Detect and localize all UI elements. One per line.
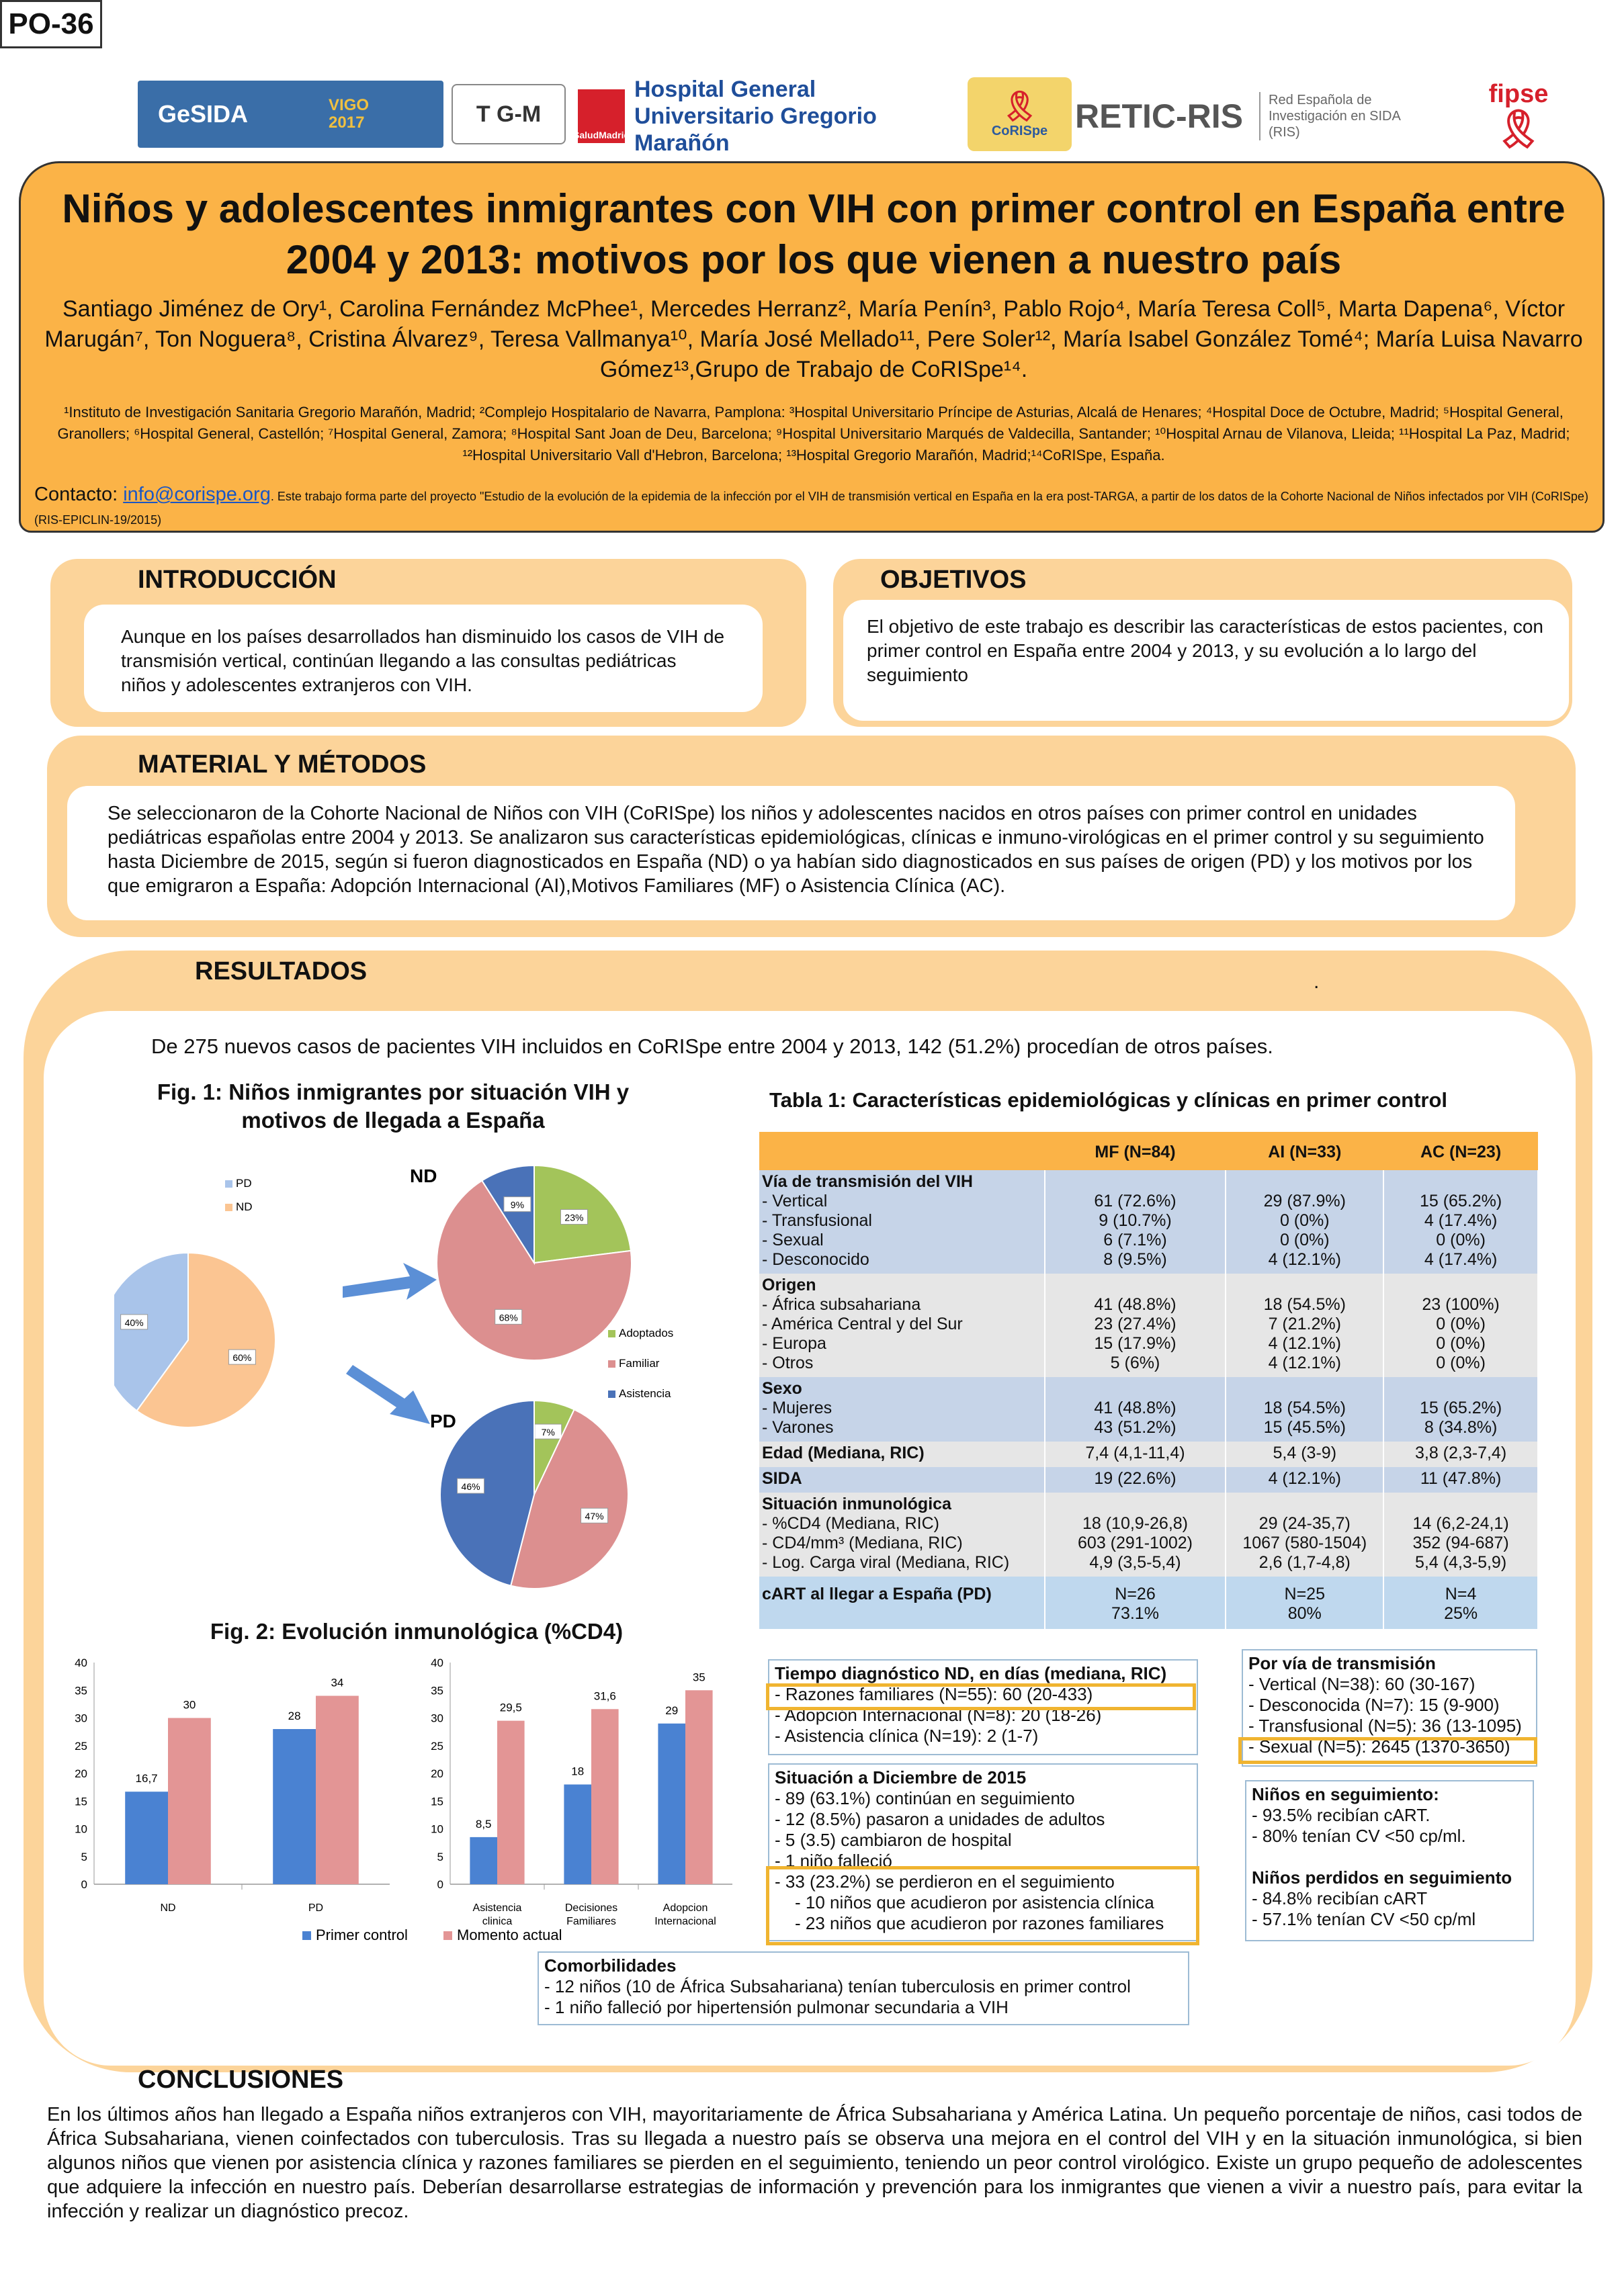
table-cell: 41 (48.8%) 23 (27.4%) 15 (17.9%) 5 (6%) — [1045, 1274, 1226, 1377]
table-cell: 4 (12.1%) — [1226, 1467, 1383, 1493]
bar-primer-control — [470, 1837, 497, 1884]
table-cell: 7,4 (4,1-11,4) — [1045, 1442, 1226, 1467]
legend-label: Adoptados — [619, 1327, 674, 1339]
y-tick-label: 0 — [81, 1878, 87, 1891]
nd-pie-title: ND — [410, 1165, 437, 1186]
y-tick-label: 15 — [75, 1795, 87, 1808]
table-cell: 19 (22.6%) — [1045, 1467, 1226, 1493]
retic-logo — [1075, 87, 1451, 144]
poster-id: PO-36 — [0, 0, 102, 48]
table-cell: MF (N=84) — [1045, 1132, 1226, 1170]
bar-primer-control — [658, 1724, 685, 1884]
bar-value-label: 31,6 — [593, 1689, 616, 1703]
x-tick-label: Adopcion — [663, 1902, 708, 1914]
arrow-to-pd-icon — [346, 1365, 430, 1424]
bar-primer-control — [564, 1785, 591, 1885]
fig2-legend-swatch — [443, 1931, 452, 1940]
legend-swatch — [608, 1330, 615, 1337]
gesida-logo-text: GeSIDA — [158, 100, 249, 128]
table-cell: 29 (24-35,7) 1067 (580-1504) 2,6 (1,7-4,8) — [1226, 1493, 1383, 1577]
ribbon-icon: 🎗 — [1000, 89, 1039, 123]
y-tick-label: 40 — [75, 1657, 87, 1669]
red-ris-text: Red Española de Investigación en SIDA (RIS) — [1259, 92, 1434, 140]
box-seguimiento — [1245, 1780, 1534, 1941]
table-row — [759, 1274, 1538, 1377]
x-tick-label: Decisiones — [564, 1902, 618, 1914]
bar-value-label: 28 — [288, 1710, 301, 1722]
box-situacion-line: - 10 niños que acudieron por asistencia clínica — [795, 1892, 1154, 1912]
box-situacion-line: - 89 (63.1%) continúan en seguimiento — [775, 1788, 1075, 1808]
tgm-logo-text: T G-M — [476, 101, 542, 127]
fig2-title: Fig. 2: Evolución inmunológica (%CD4) — [210, 1619, 624, 1644]
box-via-title: Por vía de transmisión — [1248, 1653, 1436, 1673]
box-comorbilidades-title: Comorbilidades — [544, 1955, 677, 1976]
pie-value-label: 46% — [461, 1481, 480, 1493]
table-row — [759, 1493, 1538, 1577]
box-via-line: - Vertical (N=38): 60 (30-167) — [1248, 1674, 1476, 1694]
box-seguimiento-title2: Niños perdidos en seguimiento — [1252, 1867, 1512, 1888]
box-seguimiento-line: - 93.5% recibían cART. — [1252, 1805, 1430, 1825]
box-via-line: - Transfusional (N=5): 36 (13-1095) — [1248, 1716, 1522, 1736]
objetivos-text: El objetivo de este trabajo es describir las características de estos pacientes, con primer control en España entre 2004 y 2013, y su evolución a lo largo del seguimiento — [867, 616, 1543, 685]
x-tick-label: Familiares — [566, 1916, 616, 1927]
metodos-text: Se seleccionaron de la Cohorte Nacional de Niños con VIH (CoRISpe) los niños y adolescentes nacidos en otros países con primer control en unidades pediátricas españolas entre 2004 y 2013. Se analizaron sus características epidemiológicas, clínicas e inmuno-virológicas en el primer control y su seguimiento hasta Diciembre de 2015, según si fueron diagnosticados en España (ND) o ya habían sido diagnosticados en sus países de origen (PD) y los motivos por los que emigraron a España: Adopción Internacional (AI),Motivos Familiares (MF) o Asistencia Clínica (AC). — [108, 803, 1484, 897]
table-cell: 41 (48.8%) 43 (51.2%) — [1045, 1377, 1226, 1442]
y-tick-label: 30 — [431, 1712, 443, 1725]
box-situacion-line: - 23 niños que acudieron por razones familiares — [795, 1913, 1164, 1933]
resultados-intro: De 275 nuevos casos de pacientes VIH incluidos en CoRISpe entre 2004 y 2013, 142 (51.2%) procedían de otros países. — [151, 1034, 1273, 1058]
corispe-logo-text: CoRISpe — [991, 123, 1048, 138]
y-tick-label: 25 — [75, 1739, 87, 1753]
fig1-title: Fig. 1: Niños inmigrantes por situación VIH y motivos de llegada a España — [157, 1079, 630, 1133]
table-cell: 18 (10,9-26,8) 603 (291-1002) 4,9 (3,5-5,4) — [1045, 1493, 1226, 1577]
box-tiempo-line: - Asistencia clínica (N=19): 2 (1-7) — [775, 1726, 1039, 1746]
objetivos-heading: OBJETIVOS — [880, 566, 1027, 594]
authors: Santiago Jiménez de Ory¹, Carolina Fernández McPhee¹, Mercedes Herranz², María Penín³, Pablo Rojo⁴, María Teresa Coll⁵, Marta Dapena⁶, Víctor Marugán⁷, Ton Noguera⁸, Cristina Álvarez⁹, Teresa Vallmanya¹⁰, María José Mellado¹¹, Pere Soler¹², María Isabel González Tomé⁴; María Luisa Navarro Gómez¹³,Grupo de Trabajo de CoRISpe¹⁴. — [44, 296, 1583, 382]
table-cell: 61 (72.6%) 9 (10.7%) 6 (7.1%) 8 (9.5%) — [1045, 1170, 1226, 1274]
fig2-legend-label: Momento actual — [457, 1927, 562, 1943]
box-situacion-line: - 12 (8.5%) pasaron a unidades de adultos — [775, 1809, 1105, 1829]
spacer — [1252, 1847, 1527, 1867]
box-comorbilidades — [538, 1951, 1189, 2025]
table-cell: Sexo - Mujeres - Varones — [759, 1377, 1045, 1442]
highlight-razones-familiares — [766, 1683, 1196, 1710]
box-seguimiento-line: - 80% tenían CV <50 cp/ml. — [1252, 1826, 1466, 1846]
y-tick-label: 5 — [437, 1850, 443, 1863]
retic-logo-text: RETIC-RIS — [1075, 97, 1243, 135]
fipse-logo — [1468, 71, 1569, 158]
tabla1 — [759, 1132, 1539, 1629]
bar-momento-actual — [316, 1696, 359, 1885]
fig2-legend-swatch — [302, 1931, 311, 1940]
legend-swatch — [225, 1204, 232, 1211]
table-cell: 5,4 (3-9) — [1226, 1442, 1383, 1467]
arrow-to-nd-icon — [343, 1263, 437, 1300]
table-cell: cART al llegar a España (PD) — [759, 1577, 1045, 1629]
intro-text: Aunque en los países desarrollados han disminuido los casos de VIH de transmisión vertical, continúan llegando a las consultas pediátricas niños y adolescentes extranjeros con VIH. — [121, 626, 725, 695]
legend-label: Asistencia — [619, 1387, 671, 1400]
pie-value-label: 40% — [124, 1317, 144, 1328]
table-cell: 23 (100%) 0 (0%) 0 (0%) 0 (0%) — [1383, 1274, 1538, 1377]
table-cell: 18 (54.5%) 15 (45.5%) — [1226, 1377, 1383, 1442]
hospital-logo — [573, 76, 954, 156]
y-tick-label: 25 — [431, 1739, 443, 1753]
bar-value-label: 16,7 — [135, 1772, 158, 1785]
legend-label: PD — [236, 1177, 252, 1190]
box-situacion-line: - 33 (23.2%) se perdieron en el seguimiento — [775, 1871, 1115, 1892]
table-cell: 15 (65.2%) 8 (34.8%) — [1383, 1377, 1538, 1442]
bar-value-label: 8,5 — [475, 1817, 492, 1830]
y-tick-label: 35 — [75, 1684, 87, 1697]
bar-momento-actual — [685, 1690, 713, 1884]
pie-value-label: 68% — [499, 1312, 518, 1323]
table-cell: SIDA — [759, 1467, 1045, 1493]
y-tick-label: 30 — [75, 1712, 87, 1725]
fig1-chart — [114, 1142, 706, 1612]
y-tick-label: 15 — [431, 1795, 443, 1808]
table-cell: 15 (65.2%) 4 (17.4%) 0 (0%) 4 (17.4%) — [1383, 1170, 1538, 1274]
table-cell: AC (N=23) — [1383, 1132, 1538, 1170]
conclusiones-text: En los últimos años han llegado a España niños extranjeros con VIH, mayoritariamente de África Subsahariana y América Latina. Un pequeño porcentaje de niños, casi todos de África Subsahariana, vienen coinfectados con tuberculosis. Tras su llegada a nuestro país se observa una mejora en el control del VIH y en la situación inmunológica, si bien algunos niños que vienen por asistencia clínica y razones familiares se pierden en el seguimiento, teniendo un peor control virológico. Existe un grupo pequeño de adolescentes que adquiere la infección en nuestro país. Deberían desarrollarse estrategias de información y prevención para los inmigrantes que vienen a vivir a nuestro país, para evitar la infección y realizar un diagnóstico precoz. — [47, 2104, 1582, 2222]
table-header-row — [759, 1132, 1538, 1170]
table-cell: 18 (54.5%) 7 (21.2%) 4 (12.1%) 4 (12.1%) — [1226, 1274, 1383, 1377]
bar-value-label: 29,5 — [499, 1701, 522, 1714]
table-cell: N=26 73.1% — [1045, 1577, 1226, 1629]
box-seguimiento-title1: Niños en seguimiento: — [1252, 1784, 1439, 1804]
affiliations: ¹Instituto de Investigación Sanitaria Gregorio Marañón, Madrid; ²Complejo Hospitalario de Navarra, Pamplona: ³Hospital Universitario Príncipe de Asturias, Alcalá de Henares; ⁴Hospital Doce de Octubre, Madrid; ⁵Hospital General, Granollers; ⁶Hospital General, Castellón; ⁷Hospital General, Zamora; ⁸Hospital Sant Joan de Deu, Barcelona; ⁹Hospital Universitario Marqués de Valdecilla, Santander; ¹⁰Hospital Arnau de Vilanova, Lleida; ¹¹Hospital La Paz, Madrid; ¹²Hospital Universitario Vall d'Hebron, Barcelona; ¹³Hospital Gregorio Marañón, Madrid;¹⁴CoRISpe, España. — [57, 404, 1570, 463]
table-row — [759, 1577, 1538, 1629]
resultados-dot: . — [1314, 971, 1320, 993]
pie-value-label: 47% — [585, 1511, 604, 1522]
table-cell: 3,8 (2,3-7,4) — [1383, 1442, 1538, 1467]
contact-note: . Este trabajo forma parte del proyecto "Estudio de la evolución de la epidemia de la infección por el VIH de transmisión vertical en España en la era post-TARGA, a partir de los datos de la Cohorte Nacional de Niños infectados por VIH (CoRISpe) (RIS-EPICLIN-19/2015) — [34, 490, 1588, 527]
table-cell: Situación inmunológica - %CD4 (Mediana, RIC) - CD4/mm³ (Mediana, RIC) - Log. Carga viral (Mediana, RIC) — [759, 1493, 1045, 1577]
legend-swatch — [608, 1390, 615, 1398]
metodos-heading: MATERIAL Y MÉTODOS — [138, 750, 427, 779]
contact-label: Contacto: — [34, 484, 124, 505]
header-panel — [19, 161, 1605, 533]
bar-momento-actual — [168, 1718, 211, 1885]
bar-primer-control — [125, 1792, 168, 1884]
highlight-sexual — [1238, 1737, 1537, 1764]
table-cell: Origen - África subsahariana - América Central y del Sur - Europa - Otros — [759, 1274, 1045, 1377]
box-situacion-line: - 5 (3.5) cambiaron de hospital — [775, 1830, 1012, 1850]
vigo-logo-text: VIGO 2017 — [329, 96, 370, 132]
table-cell: 29 (87.9%) 0 (0%) 0 (0%) 4 (12.1%) — [1226, 1170, 1383, 1274]
table-cell: Edad (Mediana, RIC) — [759, 1442, 1045, 1467]
highlight-perdidos — [766, 1866, 1199, 1945]
legend-label: Familiar — [619, 1357, 660, 1370]
corispe-logo — [968, 77, 1072, 151]
table-cell: N=4 25% — [1383, 1577, 1538, 1629]
contact-email-link[interactable]: info@corispe.org — [123, 484, 271, 505]
x-tick-label: ND — [160, 1902, 176, 1914]
table-row — [759, 1170, 1538, 1274]
pd-pie-title: PD — [430, 1411, 456, 1431]
box-via-line: - Desconocida (N=7): 15 (9-900) — [1248, 1695, 1500, 1715]
tabla1-table — [759, 1132, 1539, 1629]
table-cell: AI (N=33) — [1226, 1132, 1383, 1170]
contact — [34, 484, 1600, 531]
bar-value-label: 34 — [331, 1676, 344, 1689]
comunidad-madrid-icon — [573, 89, 630, 143]
legend-label: ND — [236, 1200, 253, 1213]
bar-value-label: 30 — [183, 1698, 196, 1712]
table-cell — [759, 1132, 1045, 1170]
y-tick-label: 10 — [431, 1822, 443, 1836]
y-tick-label: 40 — [431, 1657, 443, 1669]
x-tick-label: PD — [308, 1902, 324, 1914]
box-tiempo-line: - Adopción Internacional (N=8): 20 (18-26) — [775, 1705, 1102, 1725]
fipse-logo-text: fipse — [1488, 79, 1549, 108]
fig2-legend-label: Primer control — [316, 1927, 408, 1943]
box-tiempo-title: Tiempo diagnóstico ND, en días (mediana, RIC) — [775, 1663, 1167, 1683]
box-via-line: - Sexual (N=5): 2645 (1370-3650) — [1248, 1736, 1510, 1757]
box-seguimiento-line: - 84.8% recibían cART — [1252, 1888, 1428, 1908]
box-comorbilidades-line: - 1 niño falleció por hipertensión pulmonar secundaria a VIH — [544, 1997, 1009, 2017]
box-tiempo-line: - Razones familiares (N=55): 60 (20-433) — [775, 1684, 1093, 1704]
x-tick-label: Internacional — [654, 1916, 716, 1927]
table-cell: 14 (6,2-24,1) 352 (94-687) 5,4 (4,3-5,9) — [1383, 1493, 1538, 1577]
gesida-logo — [138, 81, 443, 148]
bar-value-label: 18 — [571, 1765, 585, 1778]
tgm-logo — [452, 84, 566, 144]
bar-value-label: 35 — [692, 1671, 706, 1684]
box-situacion-title: Situación a Diciembre de 2015 — [775, 1767, 1027, 1787]
table-row — [759, 1377, 1538, 1442]
table-cell: 11 (47.8%) — [1383, 1467, 1538, 1493]
x-tick-label: clinica — [482, 1916, 513, 1927]
hospital-logo-text: Hospital General Universitario Gregorio Marañón — [634, 76, 877, 156]
table-row — [759, 1467, 1538, 1493]
pie-value-label: 7% — [541, 1427, 555, 1438]
table-row — [759, 1442, 1538, 1467]
y-tick-label: 20 — [75, 1767, 87, 1780]
y-tick-label: 5 — [81, 1850, 87, 1863]
conclusiones-heading: CONCLUSIONES — [138, 2066, 344, 2094]
pie-value-label: 9% — [510, 1199, 525, 1210]
intro-heading: INTRODUCCIÓN — [138, 566, 337, 594]
y-tick-label: 20 — [431, 1767, 443, 1780]
table-cell: N=25 80% — [1226, 1577, 1383, 1629]
table-cell: Vía de transmisión del VIH - Vertical - Transfusional - Sexual - Desconocido — [759, 1170, 1045, 1274]
box-seguimiento-line: - 57.1% tenían CV <50 cp/ml — [1252, 1909, 1476, 1929]
y-tick-label: 35 — [431, 1684, 443, 1697]
bar-primer-control — [273, 1729, 316, 1884]
salud-madrid-text: SaludMadrid — [573, 129, 630, 140]
bar-momento-actual — [497, 1721, 525, 1884]
pie-value-label: 23% — [564, 1212, 584, 1223]
box-comorbilidades-line: - 12 niños (10 de África Subsahariana) tenían tuberculosis en primer control — [544, 1976, 1131, 1996]
x-tick-label: Asistencia — [472, 1902, 522, 1914]
legend-swatch — [608, 1360, 615, 1368]
bar-value-label: 29 — [665, 1704, 679, 1717]
legend-swatch — [225, 1180, 232, 1188]
resultados-heading: RESULTADOS — [195, 957, 368, 985]
bar-momento-actual — [591, 1709, 619, 1884]
y-tick-label: 0 — [437, 1878, 443, 1891]
pie-value-label: 60% — [232, 1352, 252, 1364]
box-situacion-line: - 1 niño falleció — [775, 1851, 892, 1871]
poster-title: Niños y adolescentes inmigrantes con VIH con primer control en España entre 2004 y 2013: motivos por los que vienen a nuestro país — [62, 186, 1566, 282]
fipse-ribbon-icon: 🎗 — [1494, 107, 1543, 150]
fig2-chart — [50, 1639, 742, 1961]
tabla1-title: Tabla 1: Características epidemiológicas y clínicas en primer control — [769, 1088, 1448, 1112]
y-tick-label: 10 — [75, 1822, 87, 1836]
